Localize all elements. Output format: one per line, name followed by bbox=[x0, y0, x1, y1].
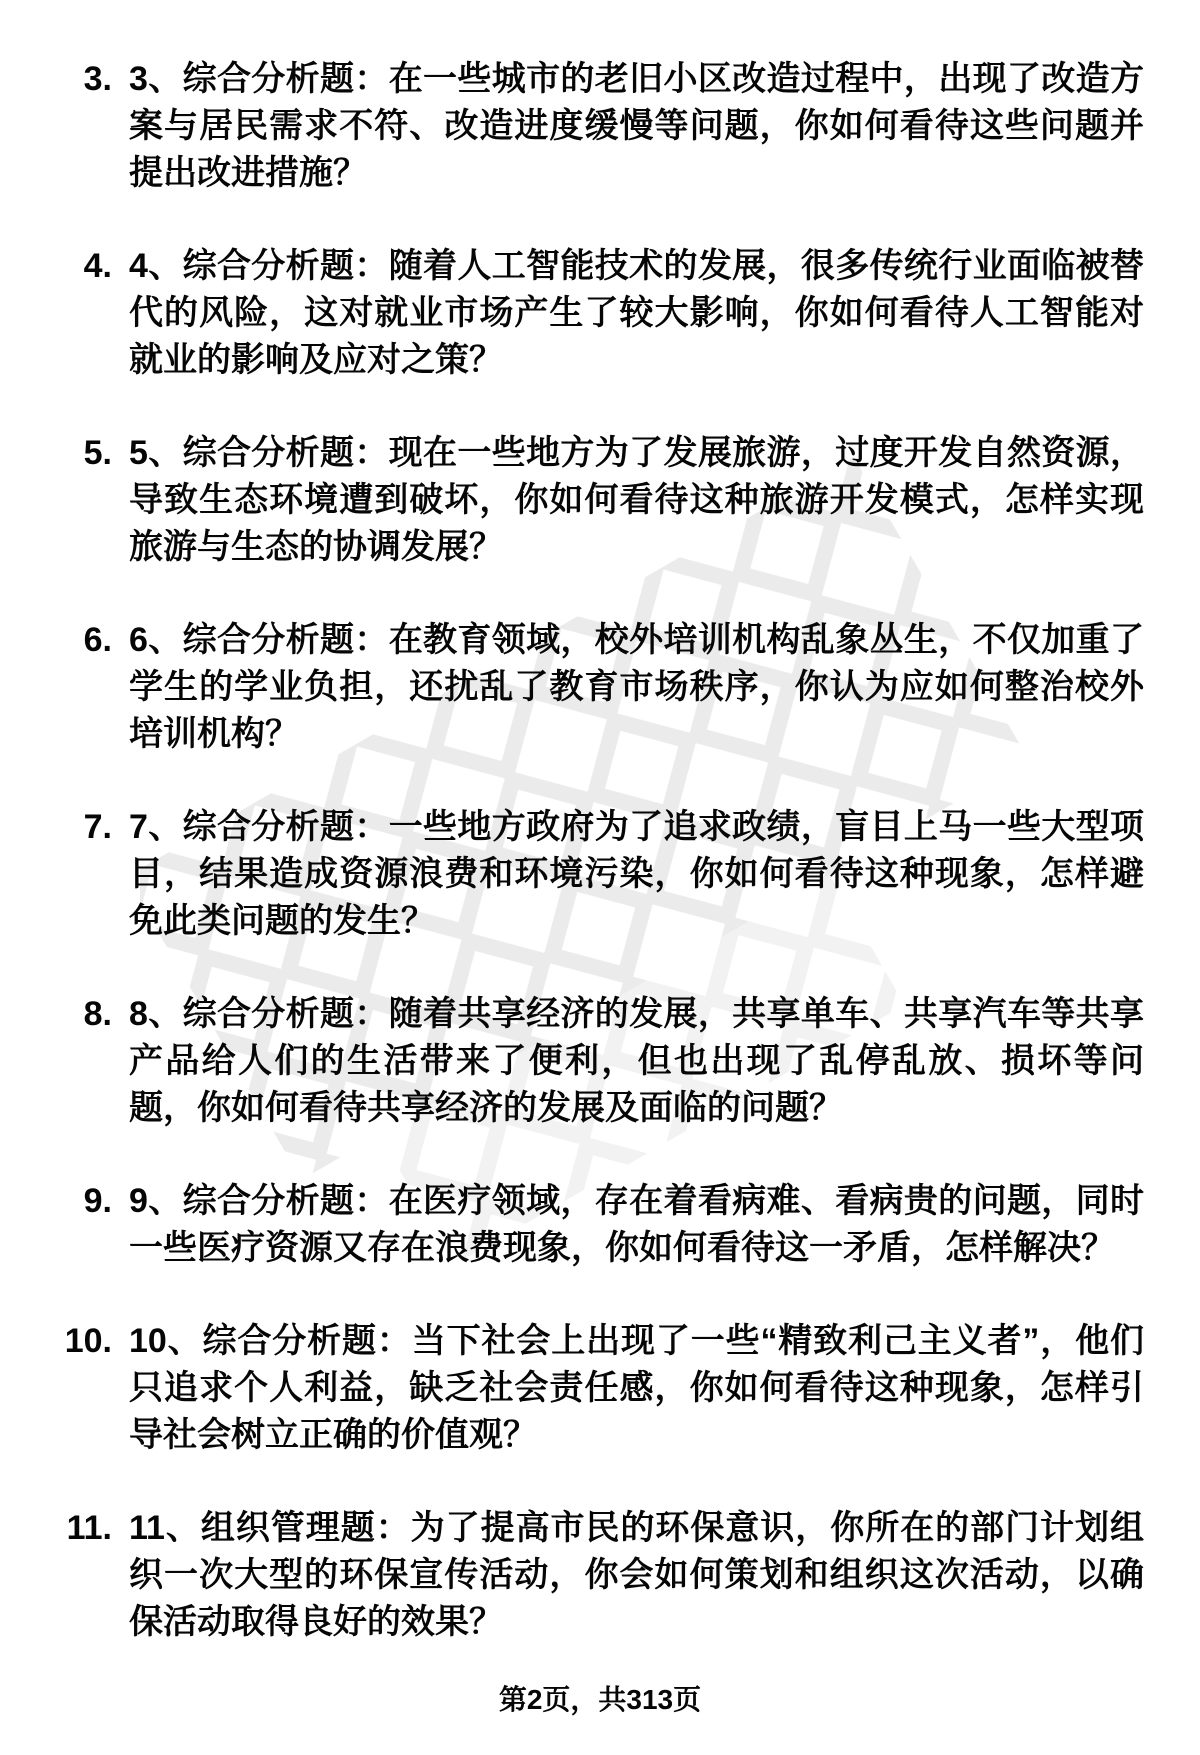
question-text: 7、综合分析题：一些地方政府为了追求政绩，盲目上马一些大型项目，结果造成资源浪费和环境污染，你如何看待这种现象，怎样避免此类问题的发生？ bbox=[129, 808, 1144, 940]
page-indicator: 第2页，共313页 bbox=[498, 1684, 702, 1715]
question-item bbox=[48, 991, 1144, 1132]
question-text: 4、综合分析题：随着人工智能技术的发展，很多传统行业面临被替代的风险，这对就业市场产生了较大影响，你如何看待人工智能对就业的影响及应对之策？ bbox=[129, 247, 1144, 379]
question-item bbox=[48, 243, 1144, 384]
question-number: 8. bbox=[83, 995, 112, 1033]
question-item bbox=[48, 617, 1144, 758]
question-item bbox=[48, 56, 1144, 197]
question-text: 8、综合分析题：随着共享经济的发展，共享单车、共享汽车等共享产品给人们的生活带来了便利，但也出现了乱停乱放、损坏等问题，你如何看待共享经济的发展及面临的问题？ bbox=[129, 995, 1144, 1127]
question-number: 3. bbox=[83, 60, 112, 98]
question-item bbox=[48, 1318, 1144, 1459]
question-number: 6. bbox=[83, 621, 112, 659]
question-number: 9. bbox=[83, 1182, 112, 1220]
question-number: 10. bbox=[64, 1322, 112, 1360]
question-item bbox=[48, 804, 1144, 945]
question-item bbox=[48, 1178, 1144, 1272]
question-text: 5、综合分析题：现在一些地方为了发展旅游，过度开发自然资源，导致生态环境遭到破坏，你如何看待这种旅游开发模式，怎样实现旅游与生态的协调发展？ bbox=[129, 434, 1144, 566]
question-number: 4. bbox=[83, 247, 112, 285]
question-text: 11、组织管理题：为了提高市民的环保意识，你所在的部门计划组织一次大型的环保宣传活动，你会如何策划和组织这次活动，以确保活动取得良好的效果？ bbox=[129, 1509, 1144, 1641]
question-item bbox=[48, 1505, 1144, 1646]
question-text: 9、综合分析题：在医疗领域，存在着看病难、看病贵的问题，同时一些医疗资源又存在浪费现象，你如何看待这一矛盾，怎样解决？ bbox=[129, 1182, 1144, 1267]
question-number: 7. bbox=[83, 808, 112, 846]
question-text: 6、综合分析题：在教育领域，校外培训机构乱象丛生，不仅加重了学生的学业负担，还扰乱了教育市场秩序，你认为应如何整治校外培训机构？ bbox=[129, 621, 1144, 753]
question-number: 11. bbox=[66, 1509, 112, 1547]
question-item bbox=[48, 430, 1144, 571]
question-text: 10、综合分析题：当下社会上出现了一些“精致利己主义者”，他们只追求个人利益，缺乏社会责任感，你如何看待这种现象，怎样引导社会树立正确的价值观？ bbox=[129, 1322, 1144, 1454]
question-number: 5. bbox=[83, 434, 112, 472]
question-text: 3、综合分析题：在一些城市的老旧小区改造过程中，出现了改造方案与居民需求不符、改造进度缓慢等问题，你如何看待这些问题并提出改进措施？ bbox=[129, 60, 1144, 192]
